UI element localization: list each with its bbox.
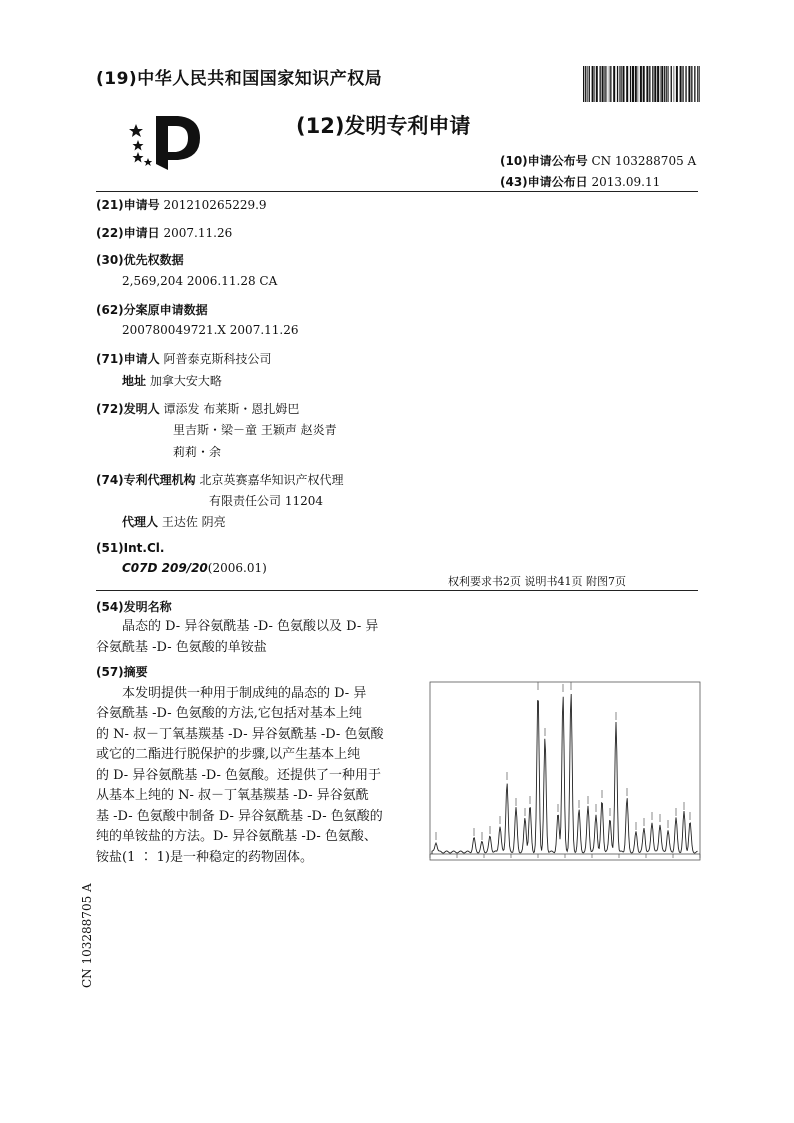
divisional-data: 200780049721.X 2007.11.26 xyxy=(122,323,299,337)
abstract-line: 从基本上纯的 N- 叔－丁氧基羰基 -D- 异谷氨酰 xyxy=(96,788,369,803)
address: 地址 加拿大安大略 xyxy=(122,374,222,388)
document-type: (12)发明专利申请 xyxy=(296,114,471,138)
abstract-line: 本发明提供一种用于制成纯的晶态的 D- 异 xyxy=(122,686,367,701)
abstract-line: 或它的二酯进行脱保护的步骤,以产生基本上纯 xyxy=(96,747,361,762)
invention-title-line-2: 谷氨酰基 -D- 色氨酸的单铵盐 xyxy=(96,640,267,655)
intcl-label: (51)Int.Cl. xyxy=(96,541,165,555)
inventors-line-2: 里吉斯・梁－童 王颖声 赵炎青 xyxy=(173,423,337,437)
abstract-line: 基 -D- 色氨酸中制备 D- 异谷氨酰基 -D- 色氨酸的 xyxy=(96,809,383,824)
section-rule xyxy=(96,590,698,591)
priority-label: (30)优先权数据 xyxy=(96,253,184,267)
office-name: (19)中华人民共和国国家知识产权局 xyxy=(96,69,383,89)
applicant: (71)申请人 阿普泰克斯科技公司 xyxy=(96,352,272,366)
publication-number: (10)申请公布号 CN 103288705 A xyxy=(500,154,697,168)
publication-date: (43)申请公布日 2013.09.11 xyxy=(500,175,661,189)
priority-data: 2,569,204 2006.11.28 CA xyxy=(122,274,278,288)
header-rule xyxy=(96,191,698,192)
inventors-line-3: 莉莉・余 xyxy=(173,445,222,459)
xrd-pattern-figure xyxy=(424,676,706,872)
application-number: (21)申请号 201210265229.9 xyxy=(96,198,267,212)
patent-agency: (74)专利代理机构 北京英赛嘉华知识产权代理 xyxy=(96,473,344,487)
inventors: (72)发明人 谭添发 布莱斯・恩扎姆巴 xyxy=(96,402,300,416)
divisional-label: (62)分案原申请数据 xyxy=(96,303,208,317)
page-count-info: 权利要求书2页 说明书41页 附图7页 xyxy=(448,575,626,588)
abstract-line: 谷氨酰基 -D- 色氨酸的方法,它包括对基本上纯 xyxy=(96,706,362,721)
title-label: (54)发明名称 xyxy=(96,600,172,614)
application-date: (22)申请日 2007.11.26 xyxy=(96,226,233,240)
abstract-line: 纯的单铵盐的方法。D- 异谷氨酰基 -D- 色氨酸、 xyxy=(96,829,377,844)
intcl-classification: C07D 209/20(2006.01) xyxy=(122,561,267,575)
cnipa-logo xyxy=(128,108,204,172)
abstract-label: (57)摘要 xyxy=(96,665,148,679)
abstract-line: 的 N- 叔－丁氧基羰基 -D- 异谷氨酰基 -D- 色氨酸 xyxy=(96,727,384,742)
patent-agency-line-2: 有限责任公司 11204 xyxy=(209,494,323,508)
barcode xyxy=(583,66,700,102)
side-publication-number: CN 103288705 A xyxy=(80,883,94,988)
agent: 代理人 王达佐 阴亮 xyxy=(122,515,226,529)
invention-title-line-1: 晶态的 D- 异谷氨酰基 -D- 色氨酸以及 D- 异 xyxy=(122,619,379,634)
abstract-line: 的 D- 异谷氨酰基 -D- 色氨酸。还提供了一种用于 xyxy=(96,768,382,783)
abstract-line: 铵盐(1 ∶ 1)是一种稳定的药物固体。 xyxy=(96,850,313,865)
